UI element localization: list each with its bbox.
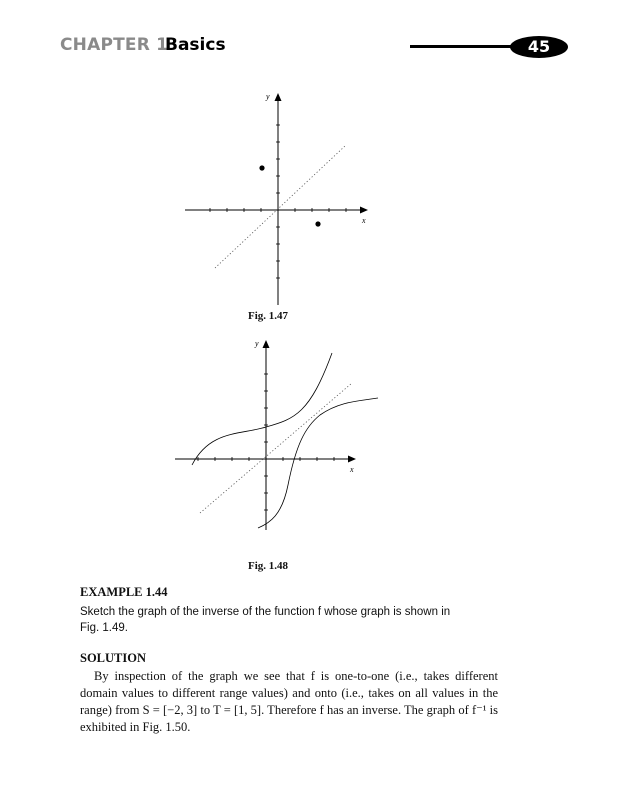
solution-text [80,668,498,736]
x-axis-label: x [350,465,354,474]
point-a [259,165,264,170]
page-header [0,0,620,70]
x-axis-label: x [362,216,366,225]
solution-heading: SOLUTION [80,651,146,665]
figure-1-48 [170,335,390,535]
point-b [315,221,320,226]
x-axis-arrow [348,456,356,463]
identity-line [215,146,345,268]
y-axis-arrow [275,93,282,101]
y-axis-arrow [263,340,270,348]
y-axis-label: y [266,92,270,101]
header-rule [410,45,520,48]
figure-caption-1-47: Fig. 1.47 [248,310,289,322]
example-text-line: Fig. 1.49. [80,622,128,634]
chapter-title: Basics [165,35,226,55]
figure-1-47 [180,90,380,310]
x-axis-arrow [360,207,368,214]
chapter-label: CHAPTER 1 [60,35,169,55]
example-heading: EXAMPLE 1.44 [80,585,168,599]
identity-line [200,383,352,513]
inverse-curve [258,398,378,528]
page-number: 45 [510,36,568,58]
solution-paragraph: By inspection of the graph we see that f is one-to-one (i.e., takes different domain values to different range values) and onto (i.e., takes on all values in the range) from S = [−2, 3] to T = [1, 5]. Therefore f has an inverse. The graph of f⁻¹ is exhibited in Fig. 1.50. [80,669,498,734]
example-text-line: Sketch the graph of the inverse of the function f whose graph is shown in [80,606,451,618]
function-curve [192,353,332,465]
y-axis-label: y [255,339,259,348]
example-text [80,604,520,636]
figure-caption-1-48: Fig. 1.48 [248,560,289,572]
